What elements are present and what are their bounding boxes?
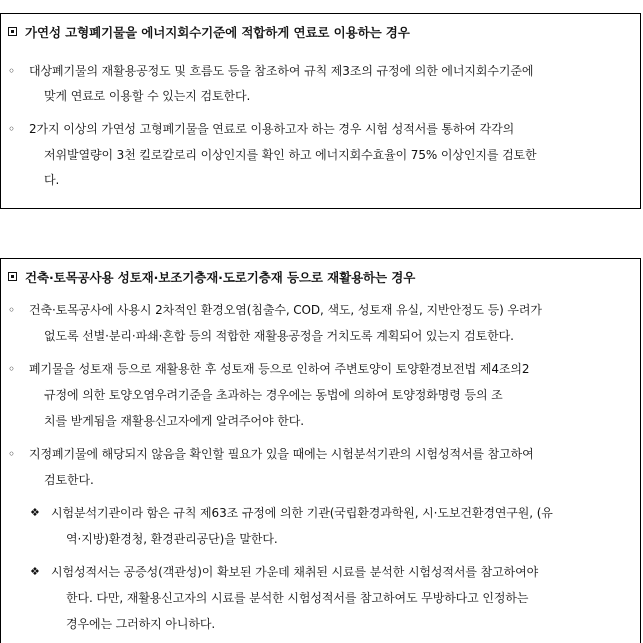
paragraph-line: 저위발열량이 3천 킬로칼로리 이상인지를 확인 하고 에너지회수효율이 75% 이상인지를 검토한	[44, 148, 537, 162]
bullet-icon: ◦	[8, 64, 15, 78]
paragraph-line: 지정폐기물에 해당되지 않음을 확인할 필요가 있을 때에는 시험분석기관의 시험성적서를 참고하여	[29, 447, 534, 461]
paragraph-line: 역·지방)환경청, 환경관리공단)을 말한다.	[66, 532, 278, 546]
diamond-bullet-icon: ❖	[30, 506, 40, 519]
paragraph-line: 시험성적서는 공증성(객관성)이 확보된 가운데 채취된 시료를 분석한 시험성적서를 참고하여야	[51, 565, 539, 579]
paragraph-line: 없도록 선별·분리·파쇄·혼합 등의 적합한 재활용공정을 거치도록 계획되어 있는지 검토한다.	[44, 329, 514, 343]
paragraph-line: 건축·토목공사에 사용시 2차적인 환경오염(침출수, COD, 색도, 성토재 유실, 지반안정도 등) 우려가	[29, 303, 542, 317]
bullet-icon: ◦	[8, 362, 15, 376]
paragraph-line: 2가지 이상의 가연성 고형폐기물을 연료로 이용하고자 하는 경우 시험 성적서를 통하여 각각의	[29, 122, 515, 136]
paragraph-line: 폐기물을 성토재 등으로 재활용한 후 성토재 등으로 인하여 주변토양이 토양환경보전법 제4조의2	[29, 362, 530, 376]
paragraph-line: 검토한다.	[44, 473, 94, 487]
section-box-1	[0, 13, 641, 209]
paragraph-line: 시험분석기관이라 함은 규칙 제63조 규정에 의한 기관(국립환경과학원, 시·도보건환경연구원, (유	[51, 506, 553, 520]
paragraph-line: 치를 받게됨을 재활용신고자에게 알려주어야 한다.	[44, 414, 304, 428]
section-title-1: 가연성 고형폐기물을 에너지회수기준에 적합하게 연료로 이용하는 경우	[8, 25, 410, 41]
bullet-icon: ◦	[8, 303, 15, 317]
bullet-icon: ◦	[8, 447, 15, 461]
paragraph-line: 한다. 다만, 재활용신고자의 시료를 분석한 시험성적서를 참고하여도 무방하다고 인정하는	[66, 591, 529, 605]
boxed-square-icon	[8, 272, 17, 281]
paragraph-line: 규정에 의한 토양오염우려기준을 초과하는 경우에는 동법에 의하여 토양정화명령 등의 조	[44, 388, 503, 402]
diamond-bullet-icon: ❖	[30, 565, 40, 578]
section-title-2: 건축·토목공사용 성토재·보조기층재·도로기층재 등으로 재활용하는 경우	[8, 270, 415, 286]
bullet-icon: ◦	[8, 122, 15, 136]
paragraph-line: 맞게 연료로 이용할 수 있는지 검토한다.	[44, 89, 251, 103]
paragraph-line: 대상폐기물의 재활용공정도 및 흐름도 등을 참조하여 규칙 제3조의 규정에 의한 에너지회수기준에	[29, 64, 534, 78]
boxed-square-icon	[8, 27, 17, 36]
paragraph-line: 다.	[44, 173, 60, 187]
paragraph-line: 경우에는 그러하지 아니하다.	[66, 617, 216, 631]
